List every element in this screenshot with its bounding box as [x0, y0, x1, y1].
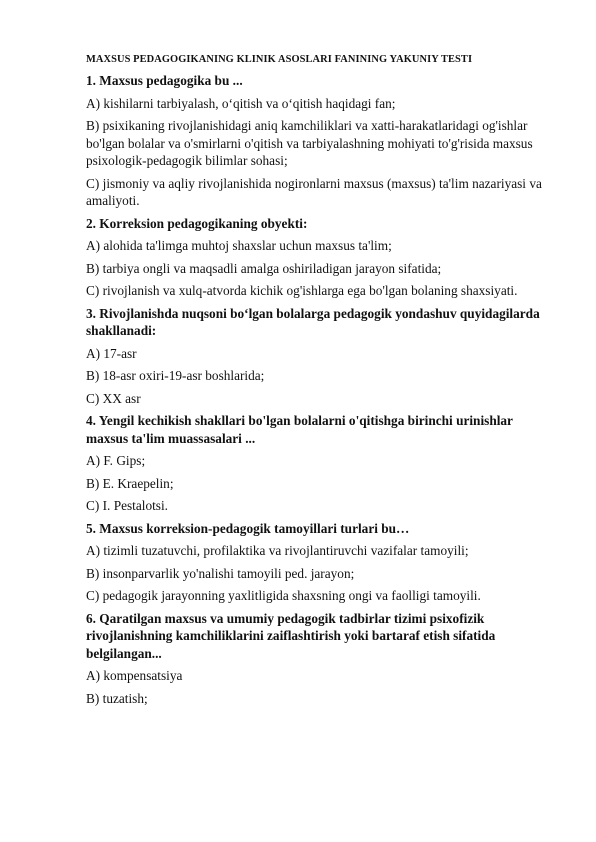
- answer-4a: A) F. Gips;: [86, 453, 146, 468]
- answer-1a: A) kishilarni tarbiyalash, o‘qitish va o‘qitish haqidagi fan;: [86, 95, 396, 111]
- answer-3b: B) 18-asr oxiri-19-asr boshlarida;: [86, 368, 265, 383]
- test-document: [86, 54, 556, 712]
- question-block-1: [86, 72, 556, 210]
- question-3: 3. Rivojlanishda nuqsoni bo‘lgan bolalarga pedagogik yondashuv quyidagilarda shakllanadi:: [86, 305, 540, 338]
- question-block-3: [86, 305, 556, 408]
- answer-2a: A) alohida ta'limga muhtoj shaxslar uchun maxsus ta'lim;: [86, 238, 392, 253]
- question-block-2: [86, 215, 556, 300]
- answer-5b: B) insonparvarlik yo'nalishi tamoyili ped. jarayon;: [86, 565, 355, 581]
- question-4: 4. Yengil kechikish shakllari bo'lgan bolalarni o'qitishga birinchi urinishlar maxsus ta'lim muassasalari ...: [86, 413, 513, 446]
- answer-3a: A) 17-asr: [86, 345, 137, 361]
- answer-2b: B) tarbiya ongli va maqsadli amalga oshiriladigan jarayon sifatida;: [86, 260, 442, 276]
- question-6: 6. Qaratilgan maxsus va umumiy pedagogik tadbirlar tizimi psixofizik rivojlanishning kamchiliklarini zaiflashtirish yoki bartaraf etish sifatida belgilangan...: [86, 610, 496, 661]
- answer-5a: A) tizimli tuzatuvchi, profilaktika va rivojlantiruvchi vazifalar tamoyili;: [86, 543, 469, 558]
- answer-5c: C) pedagogik jarayonning yaxlitligida shaxsning ongi va faolligi tamoyili.: [86, 588, 481, 603]
- answer-6b: B) tuzatish;: [86, 690, 148, 706]
- answer-4c: C) I. Pestalotsi.: [86, 498, 168, 513]
- document-title: MAXSUS PEDAGOGIKANING KLINIK ASOSLARI FANINING YAKUNIY TESTI: [86, 54, 473, 65]
- answer-4b: B) E. Kraepelin;: [86, 475, 174, 491]
- question-1: 1. Maxsus pedagogika bu ...: [86, 73, 243, 88]
- question-5: 5. Maxsus korreksion-pedagogik tamoyillari turlari bu…: [86, 520, 410, 536]
- answer-1c: C) jismoniy va aqliy rivojlanishida nogironlarni maxsus (maxsus) ta'lim nazariyasi va amaliyoti.: [86, 175, 542, 208]
- answer-3c: C) XX asr: [86, 390, 141, 406]
- answer-6a: A) kompensatsiya: [86, 668, 183, 683]
- question-block-4: [86, 412, 556, 515]
- answer-2c: C) rivojlanish va xulq-atvorda kichik og'ishlarga ega bo'lgan bolaning shaxsiyati.: [86, 283, 518, 298]
- question-block-5: [86, 520, 556, 605]
- answer-1b: B) psixikaning rivojlanishidagi aniq kamchiliklari va xatti-harakatlaridagi og'ishlar bo'lgan bolalar va o'smirlarni o'qitish va tarbiyalashning mohiyati to'g'risida maxsus psixologik-pedagogik bilimlar sohasi;: [86, 118, 533, 168]
- question-block-6: [86, 610, 556, 708]
- question-2: 2. Korreksion pedagogikaning obyekti:: [86, 215, 308, 231]
